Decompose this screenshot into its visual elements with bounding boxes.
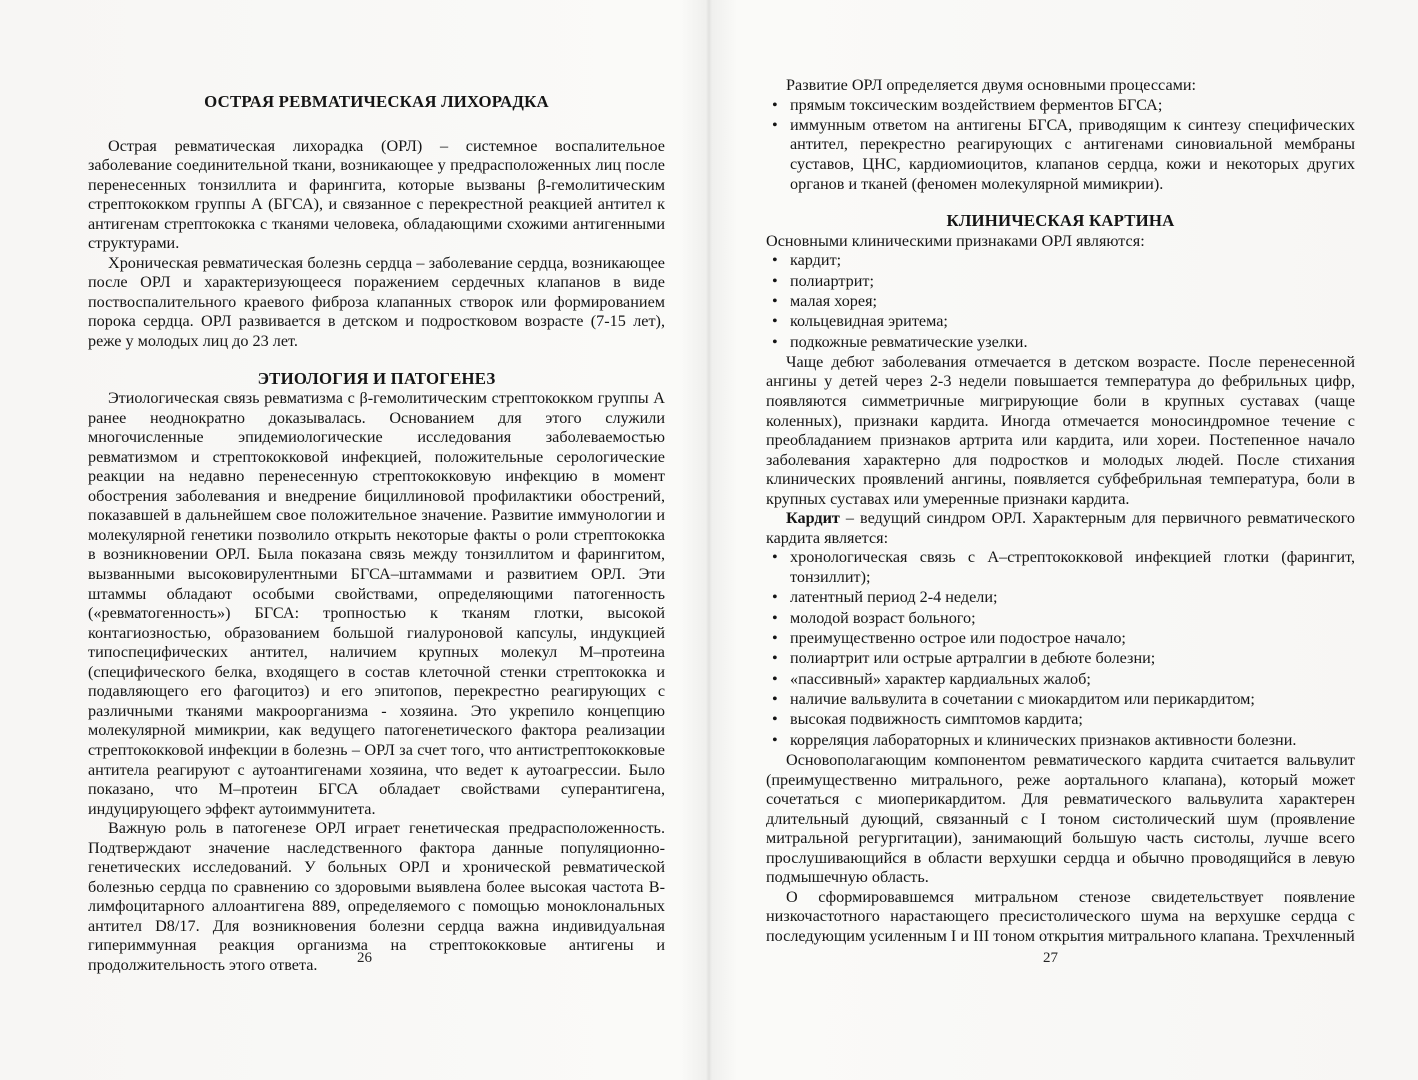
rheumatic-fever-title: ОСТРАЯ РЕВМАТИЧЕСКАЯ ЛИХОРАДКА [204, 92, 549, 111]
chronic-disease-paragraph: Хроническая ревматическая болезнь сердца – заболевание сердца, возникающее после ОРЛ и характеризующееся поражением сердечных клапанов в виде поствоспалительного краевого фиброза клапанных створок или формированием порока сердца. ОРЛ развивается в детском и подростковом возрасте (7-15 лет), реже у молодых лиц до 23 лет. [88, 253, 665, 351]
mitral-stenosis-paragraph: О сформировавшемся митральном стенозе свидетельствует появление низкочастотного нарастающего пресистолического шума на верхушке сердца с последующим усиленным I и III тоном открытия митрального клапана. Трехчленный [766, 887, 1355, 945]
carditis-feature-item: • высокая подвижность симптомов кардита; [766, 710, 1355, 730]
right-page-text [766, 76, 1355, 946]
clinical-signs-list [766, 251, 1355, 352]
clinical-sign-item: • полиартрит; [766, 272, 1355, 292]
valvulitis-paragraph: Основополагающим компонентом ревматического кардита считается вальвулит (преимущественно митрального, реже аортального клапана), который может сочетаться с миоперикардитом. Для ревматического вальвулита характерен длительный дующий, связанный с I тоном систолический шум (проявление митральной регургитации), занимающий большую часть систолы, лучше всего прослушивающийся в области верхушки сердца и обычно проводящийся в левую подмышечную область. [766, 751, 1355, 887]
clinical-sign-item: • подкожные ревматические узелки. [766, 333, 1355, 353]
etiology-title: ЭТИОЛОГИЯ И ПАТОГЕНЕЗ [257, 368, 496, 388]
carditis-feature-item: • хронологическая связь с А–стрептококковой инфекцией глотки (фарингит, тонзиллит); [766, 548, 1355, 587]
carditis-description: – ведущий синдром ОРЛ. Характерным для первичного ревматического кардита является: [766, 509, 1355, 547]
clinical-sign-item: • кольцевидная эритема; [766, 312, 1355, 332]
right-page [709, 0, 1418, 1080]
left-page-text [88, 92, 665, 976]
process-item: • прямым токсическим воздействием ферментов БГСА; [766, 96, 1355, 116]
right-page-number: 27 [1043, 950, 1058, 966]
genetic-paragraph: Важную роль в патогенезе ОРЛ играет генетическая предрасположенность. Подтверждают значение наследственного фактора данные популяционно-генетических исследований. У больных ОРЛ и хронической ревматической болезнью сердца по сравнению со здоровыми выявлена более высокая частота В-лимфоцитарного аллоантигена 889, определяемого с помощью моноклональных антител D8/17. Для возникновения болезни сердца важна индивидуальная гипериммунная реакция организма на стрептококковые антигены и продолжительность этого ответа. [88, 819, 665, 974]
carditis-feature-item: • латентный период 2-4 недели; [766, 588, 1355, 608]
process-list [766, 96, 1355, 195]
onset-paragraph: Чаще дебют заболевания отмечается в детском возрасте. После перенесенной ангины у детей через 2-3 недели повышается температура до фебрильных цифр, появляются симметричные мигрирующие боли в крупных суставах (чаще коленных), признаки кардита. Иногда отмечается моносиндромное течение с преобладанием признаков артрита или кардита, или хореи. Постепенное начало заболевания характерно для подростков и молодых людей. После стихания клинических проявлений ангины, появляется субфебрильная температура, боли в крупных суставах или умеренные признаки кардита. [766, 352, 1355, 508]
pathogenesis-intro: Развитие ОРЛ определяется двумя основными процессами: [786, 76, 1197, 94]
etiology-paragraph: Этиологическая связь ревматизма с β-гемолитическим стрептококком группы А ранее неоднократно доказывалась. Основанием для этого служили многочисленные эпидемиологические исследования заболеваемостью ревматизмом и стрептококковой инфекцией, положительные серологические реакции на недавно перенесенную стрептококковую инфекцию в момент обострения заболевания и внедрение бициллиновой профилактики обострений, показавшей в дальнейшем свое положительное значение. Развитие иммунологии и молекулярной генетики позволило открыть некоторые факты о роли стрептококка в возникновении ОРЛ. Была показана связь между тонзиллитом и фарингитом, вызванными высоковирулентными БГСА–штаммами и развитием ОРЛ. Эти штаммы обладают особыми свойствами, определяющими патогенность («ревматогенность») БГСА: тропностью к тканям глотки, высокой контагиозностью, образованием большой гиалуроновой капсулы, индукцией типоспецифических антител, наличием крупных молекул М–протеина (специфического белка, входящего в состав клеточной стенки стрептококка и подавляющего его фагоцитоз) и его эпитопов, перекрестно реагирующих с различными тканями макроорганизма - хозяина. Это укрепило концепцию молекулярной мимикрии, как ведущего патогенетического фактора реализации стрептококковой инфекции в болезнь – ОРЛ за счет того, что антистрептококковые антитела реагируют с аутоантигенами хозяина, что ведет к аутоагрессии. Было показано, что М–протеин БГСА обладает свойствами суперантигена, индуцирующего эффект аутоиммунитета. [88, 389, 665, 818]
clinical-sign-item: • малая хорея; [766, 292, 1355, 312]
clinical-sign-item: • кардит; [766, 251, 1355, 271]
clinical-signs-intro: Основными клиническими признаками ОРЛ являются: [766, 231, 1145, 250]
definition-paragraph: Острая ревматическая лихорадка (ОРЛ) – системное воспалительное заболевание соединительной ткани, возникающее у предрасположенных лиц после перенесенных тонзиллита и фарингита, которые вызваны β-гемолитическим стрептококком группы А (БГСА), и связанное с перекрестной реакцией антител к антигенам стрептококка с тканями человека, обладающими схожими антигенными структурами. [88, 136, 665, 253]
carditis-features-list [766, 548, 1355, 750]
clinical-picture-title: КЛИНИЧЕСКАЯ КАРТИНА [946, 211, 1175, 231]
carditis-feature-item: • корреляция лабораторных и клинических признаков активности болезни. [766, 731, 1355, 751]
carditis-feature-item: • «пассивный» характер кардиальных жалоб; [766, 670, 1355, 690]
process-item: • иммунным ответом на антигены БГСА, приводящим к синтезу специфических антител, перекрестно реагирующих с антигенами синовиальной мембраны суставов, ЦНС, кардиомиоцитов, клапанов сердца, кожи и некоторых других органов и тканей (феномен молекулярной мимикрии). [766, 116, 1355, 194]
carditis-paragraph [766, 509, 1355, 548]
carditis-feature-item: • преимущественно острое или подострое начало; [766, 629, 1355, 649]
carditis-feature-item: • молодой возраст больного; [766, 609, 1355, 629]
carditis-label: Кардит [786, 509, 840, 528]
left-page-number: 26 [357, 950, 372, 966]
carditis-feature-item: • наличие вальвулита в сочетании с миокардитом или перикардитом; [766, 690, 1355, 710]
carditis-feature-item: • полиартрит или острые артралгии в дебюте болезни; [766, 649, 1355, 669]
